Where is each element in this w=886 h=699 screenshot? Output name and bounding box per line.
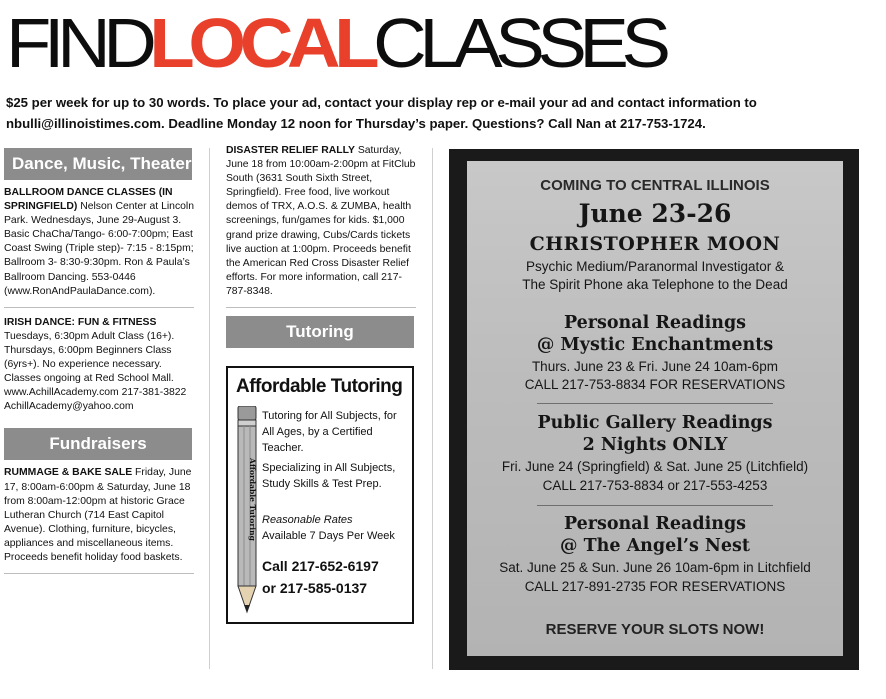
psychic-ad-panel: [467, 161, 843, 656]
tutoring-ad: [226, 366, 414, 624]
psychic-ad-block3-venue: @ The Angel’s Nest: [560, 536, 750, 556]
column-divider: [209, 148, 210, 669]
page-title: [6, 4, 664, 84]
tutoring-ad-phone-1: Call 217-652-6197: [262, 558, 379, 574]
intro-line-1: $25 per week for up to 30 words. To place your ad, contact your display rep or e-mail your ad and contact information to: [6, 95, 757, 110]
listing-disaster-relief: [226, 144, 416, 305]
psychic-ad: [449, 149, 859, 670]
listing-divider: [4, 307, 194, 308]
tutoring-ad-title: Affordable Tutoring: [236, 376, 403, 397]
psychic-ad-block1-heading: Personal Readings: [563, 313, 747, 333]
tutoring-ad-line-1: Tutoring for All Subjects, for: [262, 410, 397, 422]
pencil-label: Affordable Tutoring: [248, 458, 257, 541]
psychic-ad-name: CHRISTOPHER MOON: [529, 233, 781, 255]
psychic-ad-divider: [537, 403, 773, 404]
psychic-ad-subtitle-2: The Spirit Phone aka Telephone to the Dead: [522, 277, 788, 292]
column-divider: [432, 148, 433, 669]
psychic-ad-eyebrow: COMING TO CENTRAL ILLINOIS: [540, 177, 770, 194]
listing-ballroom-title: BALLROOM DANCE CLASSES (IN SPRINGFIELD): [4, 187, 173, 213]
listing-ballroom-body: Nelson Center at Lincoln Park. Wednesdays, June 29-August 3. Basic ChaCha/Tango- 6:00-7:00pm; East Coast Swing (Triple step)- 7:15 - 8:15pm; Ballroom 3- 8:30-9:30pm. Ron & Paula’s Ballroom Dancing. 553-0446: [4, 201, 194, 283]
intro-line-2: nbulli@illinoistimes.com. Deadline Monday 12 noon for Thursday’s paper. Questions? Call Nan at 217-753-1724.: [6, 116, 706, 131]
psychic-ad-block2-subheading: 2 Nights ONLY: [582, 435, 728, 455]
intro-text: [6, 92, 876, 134]
psychic-ad-block2-heading: Public Gallery Readings: [537, 413, 773, 433]
psychic-ad-block2-phone: CALL 217-753-8834 or 217-553-4253: [542, 478, 768, 493]
column-left: [4, 148, 194, 580]
section-header-tutoring: Tutoring: [226, 316, 414, 348]
title-word-find: FIND: [6, 4, 150, 82]
psychic-ad-divider: [537, 505, 773, 506]
listing-disaster-title: DISASTER RELIEF RALLY: [226, 145, 355, 156]
listing-ballroom: [4, 180, 194, 305]
psychic-ad-dates: June 23-26: [578, 199, 732, 228]
section-header-fundraisers: Fundraisers: [4, 428, 192, 460]
section-header-dance: Dance, Music, Theater: [4, 148, 192, 180]
listing-irish-body: Tuesdays, 6:30pm Adult Class (16+). Thursdays, 6:00pm Beginners Class (6yrs+). No experience necessary. Classes ongoing at Red School Mall. www.AchillAcademy.com 217-381-3822 AchillAcademy@yahoo.com: [4, 330, 187, 413]
listing-divider: [4, 573, 194, 574]
listing-rummage-sale: [4, 460, 194, 571]
psychic-ad-block3-dates: Sat. June 25 & Sun. June 26 10am-6pm in Litchfield: [499, 560, 811, 575]
psychic-ad-block3-heading: Personal Readings: [563, 514, 747, 534]
title-word-classes: CLASSES: [373, 4, 664, 82]
psychic-ad-block2-dates: Fri. June 24 (Springfield) & Sat. June 25 (Litchfield): [501, 459, 809, 474]
column-middle: [226, 144, 416, 348]
tutoring-ad-line-6: Available 7 Days Per Week: [262, 530, 395, 542]
psychic-ad-subtitle-1: Psychic Medium/Paranormal Investigator &: [525, 259, 785, 274]
psychic-ad-call-to-action: RESERVE YOUR SLOTS NOW!: [545, 621, 765, 638]
tutoring-ad-phone-2: or 217-585-0137: [262, 580, 368, 596]
tutoring-ad-line-3: Specializing in All Subjects,: [262, 462, 396, 474]
tutoring-ad-line-4: Study Skills & Test Prep.: [262, 478, 382, 490]
listing-irish-title: IRISH DANCE: FUN & FITNESS: [4, 316, 157, 328]
tutoring-ad-line-2: All Ages, by a Certified Teacher.: [262, 426, 373, 454]
psychic-ad-block3-phone: CALL 217-891-2735 FOR RESERVATIONS: [524, 579, 786, 594]
listing-ballroom-link[interactable]: (www.RonAndPaulaDance.com).: [4, 285, 156, 297]
listing-divider: [226, 307, 416, 308]
title-word-local: LOCAL: [149, 4, 374, 82]
listing-irish-dance: [4, 314, 194, 421]
listing-rummage-body: Friday, June 17, 8:00am-6:00pm & Saturday, June 18 from 8:00am-12:00pm at historic Grace Lutheran Church (714 East Capitol Avenue). Clothing, furniture, bicycles, appliances and miscellaneous items. Proceeds benefit holiday food baskets.: [4, 467, 192, 563]
listing-rummage-title: RUMMAGE & BAKE SALE: [4, 467, 133, 479]
psychic-ad-block1-dates: Thurs. June 23 & Fri. June 24 10am-6pm: [531, 359, 779, 374]
listing-disaster-body: Saturday, June 18 from 10:00am-2:00pm at FitClub South (3631 South Sixth Street, Springfield). Free food, live workout demos of TRX, A.O.S. & ZUMBA, health screenings, fun/games for kids. $1,000 grand prize drawing, Cubs/Cards tickets live auction at 1:00pm. Proceeds benefit the American Red Cross Disaster Relief efforts. For more information, call 217-787-8348.: [226, 145, 416, 297]
psychic-ad-block1-phone: CALL 217-753-8834 FOR RESERVATIONS: [524, 377, 786, 392]
pencil-icon: [236, 406, 258, 616]
psychic-ad-block1-venue: @ Mystic Enchantments: [536, 335, 774, 355]
tutoring-ad-line-5: Reasonable Rates: [262, 514, 353, 526]
